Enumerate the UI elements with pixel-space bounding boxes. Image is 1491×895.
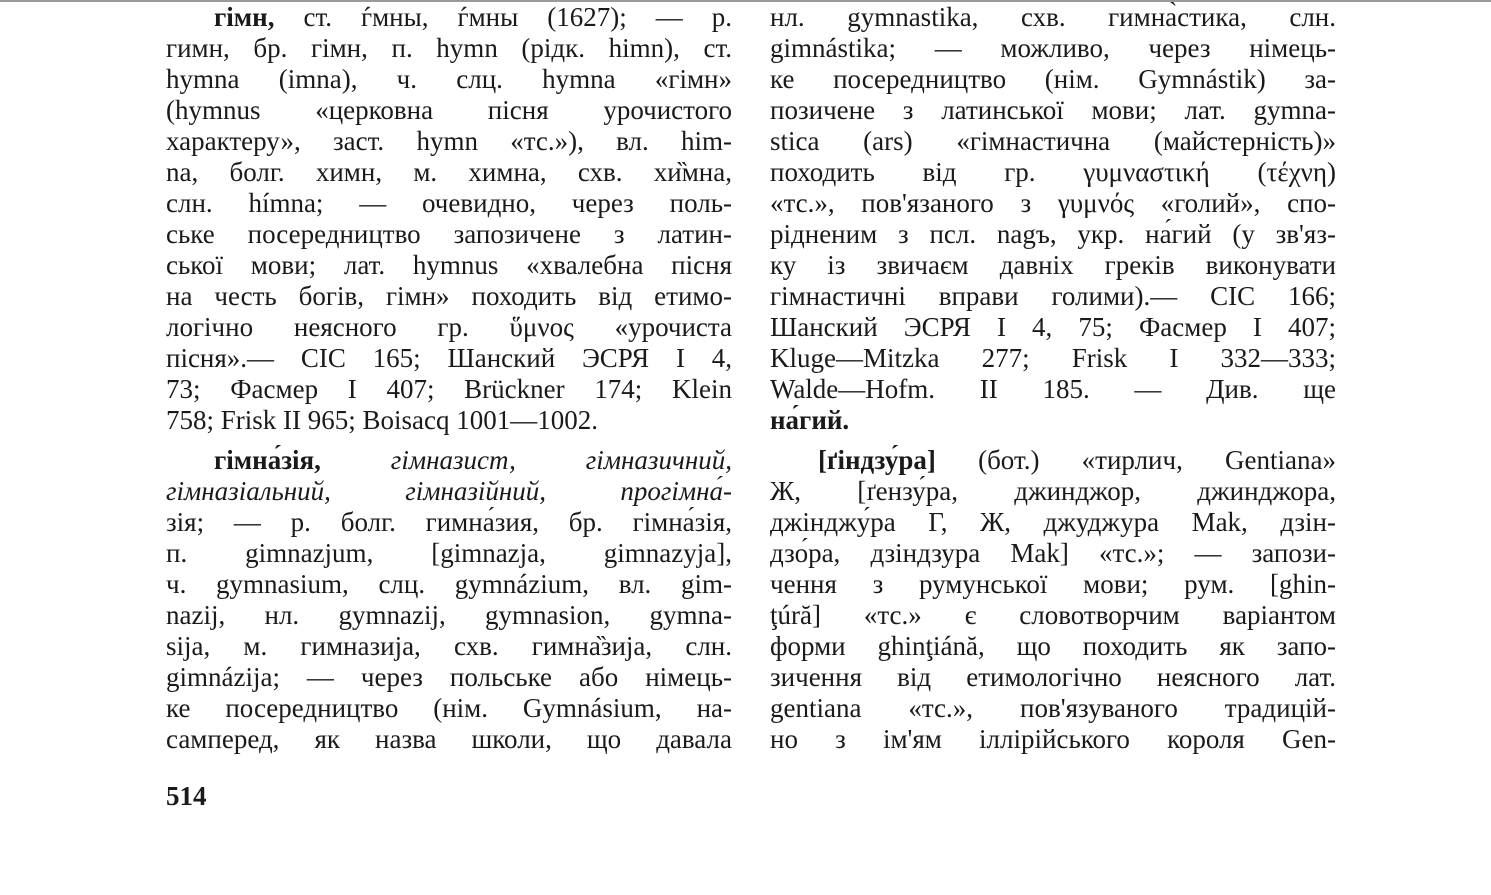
entry-line: гимн, бр. гімн, п. hymn (рідк. himn), ст. bbox=[166, 33, 732, 63]
headword: гімн, bbox=[214, 2, 275, 32]
entry-line bbox=[770, 445, 1336, 476]
entry-text: гімназист, гімназичний, bbox=[390, 445, 732, 475]
entry-line: ке посередництво (нім. Gymnástik) за- bbox=[770, 64, 1336, 94]
entry-line bbox=[166, 2, 732, 33]
entry-line: форми ghinţiánă, що походить як запо- bbox=[770, 631, 1336, 661]
entry-line: ської мови; лат. hymnus «хвалебна пісня bbox=[166, 250, 732, 280]
entry-line: ке посередництво (нім. Gymnásium, на- bbox=[166, 693, 732, 723]
entry-text: ст. ѓмны, ѓмны (1627); — р. bbox=[303, 2, 732, 32]
entry-line: походить від гр. γυμναστική (τέχνη) bbox=[770, 157, 1336, 187]
entry-line: ське посередництво запозичене з латин- bbox=[166, 219, 732, 249]
entry-line: «тс.», пов'язаного з γυμνός «голий», спо- bbox=[770, 188, 1336, 218]
entry-line: Ж, [ґензу́ра, джинджор, джинджора, bbox=[770, 476, 1336, 506]
page-number: 514 bbox=[166, 781, 207, 811]
entry-line: характеру», заст. hymn «тс.»), вл. him- bbox=[166, 126, 732, 156]
entry-line: Шанский ЭСРЯ I 4, 75; Фасмер I 407; bbox=[770, 312, 1336, 342]
entry-line: рідненим з псл. nagъ, укр. на́гий (у зв'яз- bbox=[770, 219, 1336, 249]
entry-gimnaziya bbox=[166, 445, 732, 755]
entry-line: самперед, як назва школи, що давала bbox=[166, 724, 732, 754]
entry-line: ţúră] «тс.» є словотворчим варіантом bbox=[770, 600, 1336, 630]
headword: гімна́зія, bbox=[214, 445, 321, 475]
entry-line: на честь богів, гімн» походить від етимо- bbox=[166, 281, 732, 311]
entry-line: nazij, нл. gymnazij, gymnasion, gymna- bbox=[166, 600, 732, 630]
right-column bbox=[770, 2, 1336, 755]
entry-line: зичення від етимологічно неясного лат. bbox=[770, 662, 1336, 692]
entry-line: позичене з латинської мови; лат. gymna- bbox=[770, 95, 1336, 125]
entry-line: gentiana «тс.», пов'язуваного традицій- bbox=[770, 693, 1336, 723]
entry-line: sija, м. гимназија, схв. гимна̏зија, слн. bbox=[166, 631, 732, 661]
entry-line: hymna (imna), ч. слц. hymna «гімн» bbox=[166, 64, 732, 94]
entry-line: но з ім'ям іллірійського короля Gen- bbox=[770, 724, 1336, 754]
entry-gimnaziya-continued bbox=[770, 2, 1336, 436]
entry-line: слн. hímna; — очевидно, через поль- bbox=[166, 188, 732, 218]
entry-line: 758; Frisk II 965; Boisacq 1001—1002. bbox=[166, 405, 598, 435]
entry-line: Kluge—Mitzka 277; Frisk I 332—333; bbox=[770, 343, 1336, 373]
entry-line: зія; — р. болг. гимна́зия, бр. гімна́зія, bbox=[166, 507, 732, 537]
entry-line: п. gimnazjum, [gimnazja, gimnazyja], bbox=[166, 538, 732, 568]
entry-line: gimnázija; — через польське або німець- bbox=[166, 662, 732, 692]
entry-line: гімназіальний, гімназійний, прогімна́- bbox=[166, 476, 732, 506]
entry-text: (бот.) «тирлич, Gentiana» bbox=[978, 445, 1336, 475]
entry-line: (hymnus «церковна пісня урочистого bbox=[166, 95, 732, 125]
entry-gap bbox=[166, 436, 732, 445]
entry-line bbox=[166, 445, 732, 476]
see-also-word: на́гий. bbox=[770, 405, 850, 435]
entry-gap bbox=[770, 436, 1336, 445]
entry-line: 73; Фасмер I 407; Brückner 174; Klein bbox=[166, 374, 732, 404]
entry-line: Walde—Hofm. II 185. — Див. ще bbox=[770, 374, 1336, 404]
entry-line: stica (ars) «гімнастична (майстерність)» bbox=[770, 126, 1336, 156]
entry-line: gimnástika; — можливо, через німець- bbox=[770, 33, 1336, 63]
entry-line: чення з румунської мови; рум. [ghin- bbox=[770, 569, 1336, 599]
entry-line: логічно неясного гр. ὕμνος «урочиста bbox=[166, 312, 732, 342]
entry-line: ч. gymnasium, слц. gymnázium, вл. gim- bbox=[166, 569, 732, 599]
entry-line: нл. gymnastika, схв. гимна̀стика, слн. bbox=[770, 2, 1336, 32]
entry-line: гімнастичні вправи голими).— СІС 166; bbox=[770, 281, 1336, 311]
entry-line: джінджу́ра Г, Ж, джуджура Mak, дзін- bbox=[770, 507, 1336, 537]
entry-line: дзо́ра, дзіндзура Mak] «тс.»; — запози- bbox=[770, 538, 1336, 568]
left-column bbox=[166, 2, 732, 755]
entry-gindzura bbox=[770, 445, 1336, 755]
entry-line: пісня».— СІС 165; Шанский ЭСРЯ I 4, bbox=[166, 343, 732, 373]
entry-line: na, болг. химн, м. химна, схв. хи̏мна, bbox=[166, 157, 732, 187]
entry-line: ку із звичаєм давніх греків виконувати bbox=[770, 250, 1336, 280]
headword: [ґіндзу́ра] bbox=[818, 445, 936, 475]
entry-gimn bbox=[166, 2, 732, 436]
